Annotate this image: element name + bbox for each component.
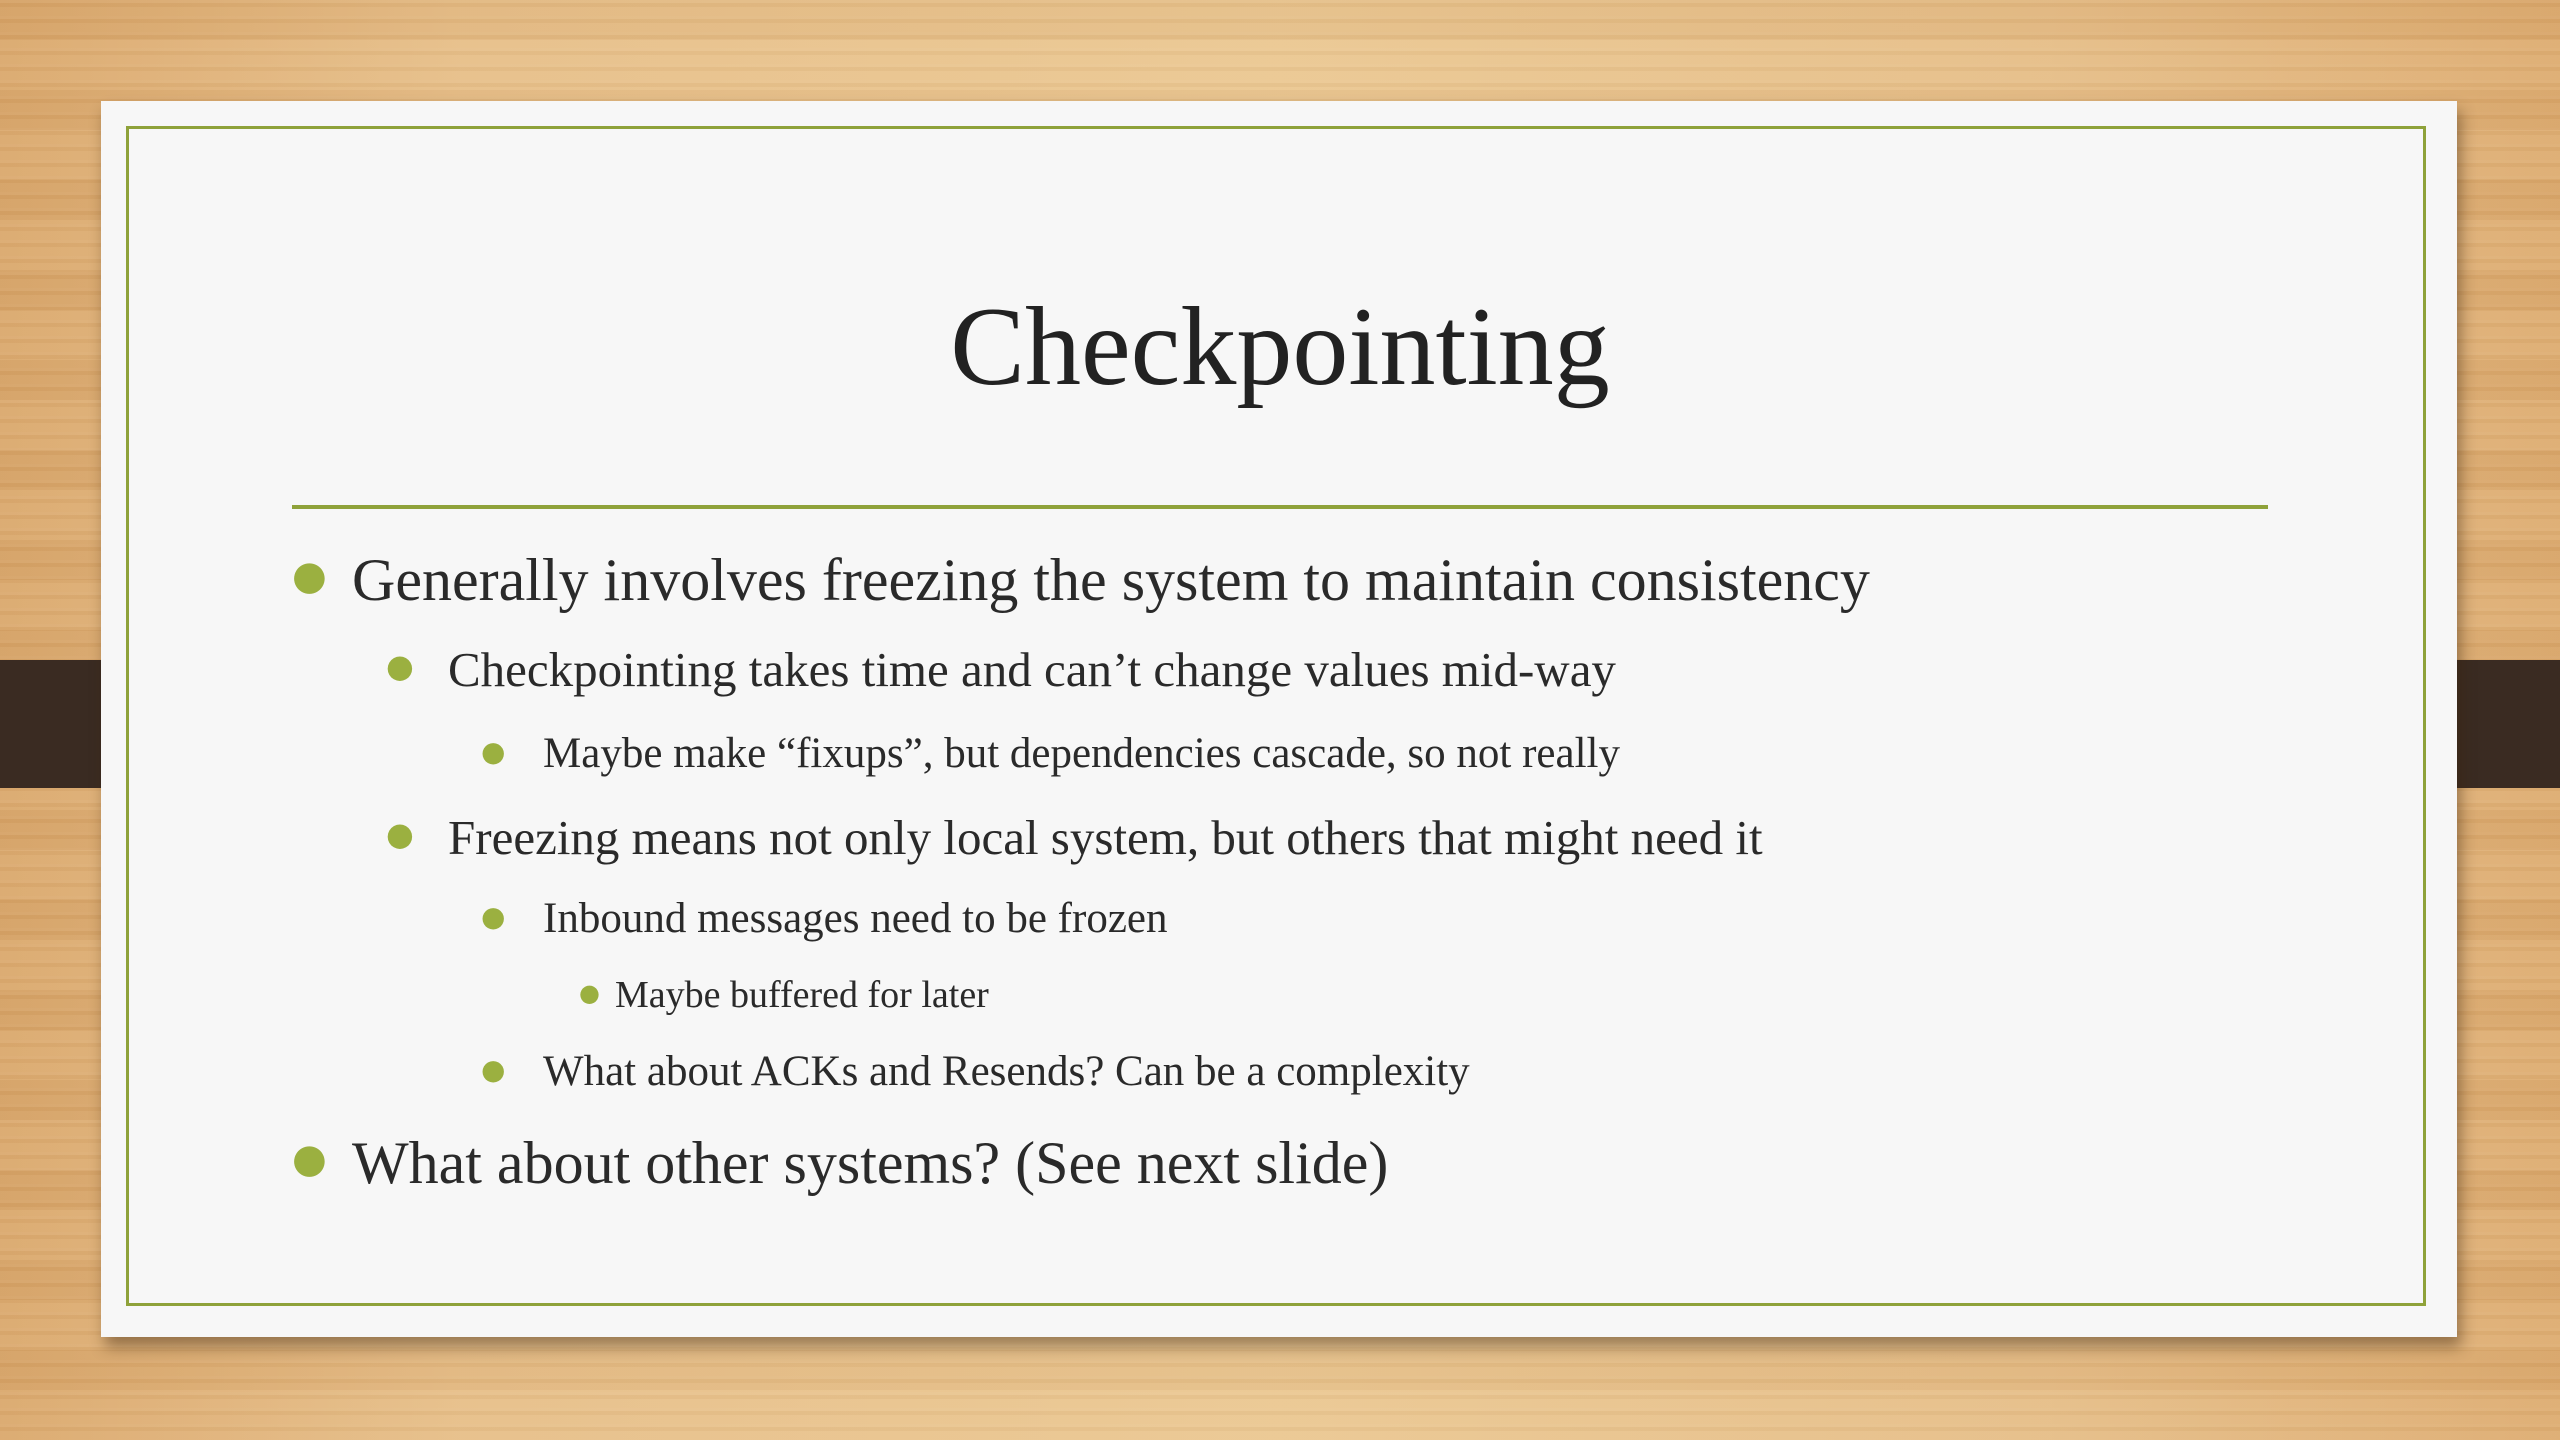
bullet-item	[386, 640, 1616, 700]
bullet-dot-icon: ●	[481, 1053, 506, 1086]
bullet-dot-icon: ●	[579, 979, 600, 1007]
bullet-dot-icon: ●	[386, 647, 414, 685]
bullet-item	[292, 545, 1870, 615]
bullet-text: What about ACKs and Resends? Can be a complexity	[543, 1048, 1470, 1095]
bullet-dot-icon: ●	[292, 553, 327, 599]
bullet-item	[579, 972, 989, 1018]
title-divider	[292, 505, 2268, 509]
bullet-dot-icon: ●	[481, 735, 506, 768]
bullet-text: Maybe make “fixups”, but dependencies cascade, so not really	[543, 730, 1620, 777]
slide-title: Checkpointing	[950, 285, 1610, 409]
bullet-dot-icon: ●	[481, 900, 506, 933]
bullet-item	[481, 1046, 1470, 1098]
bullet-text: Generally involves freezing the system to maintain consistency	[352, 547, 1870, 613]
bullet-item	[386, 808, 1763, 868]
bullet-text: Checkpointing takes time and can’t change values mid-way	[448, 642, 1616, 697]
bullet-dot-icon: ●	[292, 1136, 327, 1182]
bullet-text: Maybe buffered for later	[615, 974, 989, 1016]
bullet-dot-icon: ●	[386, 815, 414, 853]
bullet-text: Inbound messages need to be frozen	[543, 895, 1168, 942]
bullet-item	[481, 728, 1620, 780]
bullet-text: What about other systems? (See next slide)	[352, 1130, 1389, 1196]
bullet-text: Freezing means not only local system, but others that might need it	[448, 810, 1763, 865]
bullet-item	[292, 1128, 1389, 1198]
bullet-item	[481, 893, 1168, 945]
